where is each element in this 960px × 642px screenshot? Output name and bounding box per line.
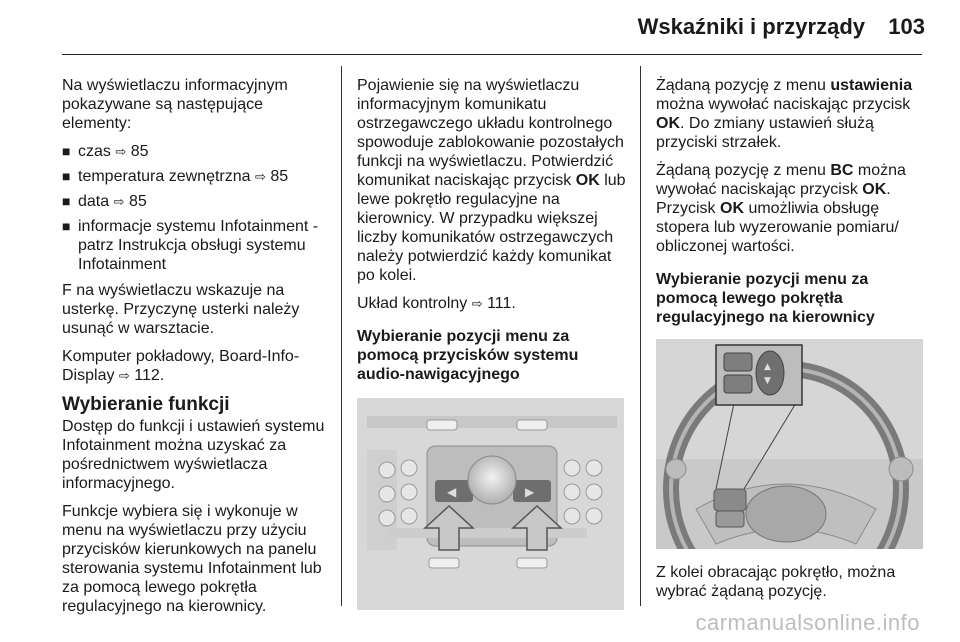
arrow-ref-icon: ⇨ bbox=[115, 144, 127, 159]
square-bullet-icon: ■ bbox=[62, 193, 71, 209]
column-divider bbox=[341, 66, 342, 606]
steering-wheel-photo bbox=[656, 339, 923, 549]
subsection-heading: Wybieranie pozycji menu za pomocą przycisków systemu audio-nawigacyjnego bbox=[357, 328, 579, 383]
column-1 bbox=[62, 76, 327, 625]
section-heading: Wybieranie funkcji bbox=[62, 394, 230, 415]
paragraph: Pojawienie się na wyświetlaczu informacyjnym komunikatu ostrzegawczego układu kontrolnego spowoduje zablokowanie pozostałych funkcji na wyświetlaczu. Potwierdzić komunikat naciskając przycisk OK lub lewe pokrętło regulacyjne na kierownicy. W przypadku większej liczby komunikatów ostrzegawczych należy potwierdzić każdy komunikat po kolei. bbox=[357, 77, 626, 284]
arrow-ref-icon: ⇨ bbox=[254, 169, 266, 184]
list-item: ■ czas ⇨ 85 bbox=[62, 143, 149, 160]
list-item: ■ temperatura zewnętrzna ⇨ 85 bbox=[62, 168, 289, 185]
display-items-list bbox=[62, 142, 327, 274]
intro-text: Na wyświetlaczu informacyjnym pokazywane są następujące elementy: bbox=[62, 77, 288, 132]
arrow-ref-icon: ⇨ bbox=[471, 296, 483, 311]
list-item: ■ informacje systemu Infotainment - patrz Instrukcja obsługi systemu Infotainment bbox=[62, 218, 319, 273]
fault-text: F na wyświetlaczu wskazuje na usterkę. Przyczynę usterki należy usunąć w warsztacie. bbox=[62, 282, 300, 337]
svg-text:▶: ▶ bbox=[525, 485, 535, 499]
subsection-heading: Wybieranie pozycji menu za pomocą lewego pokrętła regulacyjnego na kierownicy bbox=[656, 271, 875, 326]
page-ref-link[interactable]: 85 bbox=[130, 143, 149, 160]
steering-wheel-illustration bbox=[656, 339, 923, 549]
square-bullet-icon: ■ bbox=[62, 218, 71, 234]
svg-text:▲: ▲ bbox=[764, 362, 771, 372]
page-number: 103 bbox=[888, 14, 925, 39]
paragraph: Układ kontrolny ⇨ 111. bbox=[357, 295, 516, 312]
paragraph: Żądaną pozycję z menu BC można wywołać naciskając przycisk OK. Przycisk OK umożliwia obsługę stopera lub wyzerowanie pomiaru/ obliczonej wartości. bbox=[656, 162, 906, 255]
arrow-ref-icon: ⇨ bbox=[113, 194, 125, 209]
square-bullet-icon: ■ bbox=[62, 168, 71, 184]
page-ref-link[interactable]: 112. bbox=[134, 367, 165, 384]
page-ref-link[interactable]: 85 bbox=[270, 168, 289, 185]
column-3 bbox=[656, 76, 926, 610]
paragraph: Dostęp do funkcji i ustawień systemu Infotainment można uzyskać za pośrednictwem wyświetlacza informacyjnego. bbox=[62, 418, 325, 492]
computer-ref-text: Komputer pokładowy, Board-Info-Display ⇨ 112. bbox=[62, 348, 300, 384]
paragraph: Funkcje wybiera się i wykonuje w menu na wyświetlaczu przy użyciu przycisków kierunkowych na panelu sterowania systemu Infotainment lub za pomocą lewego pokrętła regulacyjnego na kierownicy. bbox=[62, 503, 322, 615]
audio-panel-photo bbox=[357, 398, 624, 610]
page-ref-link[interactable]: 111. bbox=[487, 295, 516, 312]
page-title: Wskaźniki i przyrządy bbox=[637, 14, 865, 39]
audio-panel-illustration bbox=[357, 398, 624, 610]
arrow-ref-icon: ⇨ bbox=[118, 368, 130, 383]
svg-text:◀: ◀ bbox=[447, 485, 457, 499]
list-item: ■ data ⇨ 85 bbox=[62, 193, 147, 210]
paragraph: Żądaną pozycję z menu ustawienia można wywołać naciskając przycisk OK. Do zmiany ustawień służą przyciski strzałek. bbox=[656, 77, 913, 151]
square-bullet-icon: ■ bbox=[62, 143, 71, 159]
watermark: carmanualsonline.info bbox=[695, 610, 920, 635]
column-divider bbox=[640, 66, 641, 606]
column-2 bbox=[357, 76, 627, 610]
caption: Z kolei obracając pokrętło, można wybrać żądaną pozycję. bbox=[656, 564, 896, 600]
page-ref-link[interactable]: 85 bbox=[128, 193, 147, 210]
svg-text:▼: ▼ bbox=[764, 376, 771, 386]
header-rule bbox=[62, 54, 922, 55]
